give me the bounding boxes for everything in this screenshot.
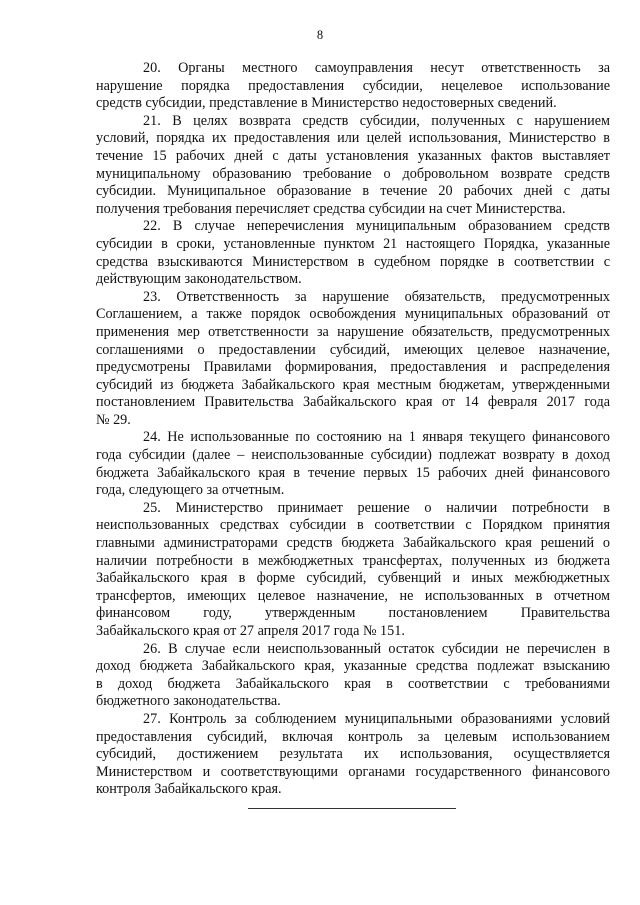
paragraph-27 bbox=[96, 711, 610, 799]
text-line: течение 15 рабочих дней с даты установления указанных фактов выставляет bbox=[96, 147, 610, 164]
text-line: неиспользованных средствах субсидии в соответствии с Порядком принятия bbox=[96, 517, 610, 534]
text-line: Забайкальского края от 27 апреля 2017 года № 151. bbox=[96, 623, 405, 639]
text-line: доход бюджета Забайкальского края, указанные средства подлежат взысканию bbox=[96, 658, 610, 675]
text-line: средств субсидии, представление в Министерство недостоверных сведений. bbox=[96, 95, 557, 112]
paragraph-24 bbox=[96, 429, 610, 499]
text-line: действующим законодательством. bbox=[96, 271, 302, 288]
text-line: бюджетного законодательства. bbox=[96, 693, 281, 710]
text-line: 23. Ответственность за нарушение обязательств, предусмотренных bbox=[143, 288, 610, 305]
text-line: бюджета Забайкальского края в течение первых 15 рабочих дней финансового bbox=[96, 464, 610, 481]
text-line: Забайкальского края в форме субсидий, субвенций и иных межбюджетных bbox=[96, 570, 610, 587]
text-line: условий, порядка их предоставления или целей использования, Министерство в bbox=[96, 130, 610, 147]
paragraph-26 bbox=[96, 641, 610, 711]
text-line: 27. Контроль за соблюдением муниципальными образованиями условий bbox=[143, 710, 610, 727]
text-line: 21. В целях возврата средств субсидии, полученных с нарушением bbox=[143, 112, 610, 129]
text-line: средства взыскиваются Министерством в судебном порядке в соответствии с bbox=[96, 253, 610, 270]
text-line: постановлением Правительства Забайкальского края от 14 февраля 2017 года bbox=[96, 394, 610, 411]
text-line: Министерством и соответствующими органами государственного финансового bbox=[96, 763, 610, 780]
text-line: нарушение порядка предоставления субсидии, нецелевое использование bbox=[96, 77, 610, 94]
text-line: Соглашением, а также порядок освобождения муниципальных образований от bbox=[96, 306, 610, 323]
text-line: применения мер ответственности за нарушение обязательств, предусмотренных bbox=[96, 323, 610, 340]
paragraph-23 bbox=[96, 289, 610, 430]
text-line: 26. В случае если неиспользованный остаток субсидии не перечислен в bbox=[143, 640, 610, 657]
text-line: субсидии в сроки, установленные пунктом 21 настоящего Порядка, указанные bbox=[96, 235, 610, 252]
text-line: субсидии. Муниципальное образование в течение 20 рабочих дней с даты bbox=[96, 183, 610, 200]
text-line: главными администраторами средств бюджета Забайкальского края решений о bbox=[96, 535, 610, 552]
paragraph-20 bbox=[96, 60, 610, 113]
paragraph-21 bbox=[96, 113, 610, 219]
text-line: наличии потребности в межбюджетных трансфертах, полученных из бюджета bbox=[96, 552, 610, 569]
text-line: 25. Министерство принимает решение о наличии потребности в bbox=[143, 499, 610, 516]
text-line: предоставления субсидий, включая контроль за целевым использованием bbox=[96, 728, 610, 745]
text-line: в доход бюджета Забайкальского края в соответствии с требованиями bbox=[96, 675, 610, 692]
text-line: 24. Не использованные по состоянию на 1 января текущего финансового bbox=[143, 429, 610, 446]
paragraph-22 bbox=[96, 218, 610, 288]
text-line: контроля Забайкальского края. bbox=[96, 781, 282, 798]
text-line: соглашениями о предоставлении субсидий, имеющих целевое назначение, bbox=[96, 341, 610, 358]
page-number: 8 bbox=[316, 28, 324, 42]
text-line: № 29. bbox=[96, 411, 131, 428]
text-line: получения требования перечисляет средства субсидии на счет Министерства. bbox=[96, 200, 566, 217]
paragraph-25 bbox=[96, 500, 610, 641]
text-line: финансовом году, утвержденным постановлением Правительства bbox=[96, 605, 610, 622]
text-line: года, следующего за отчетным. bbox=[96, 482, 285, 499]
text-line: трансфертов, имеющих целевое назначение, не использованных в отчетном bbox=[96, 587, 610, 604]
text-line: предусмотрены Правилами формирования, предоставления и распределения bbox=[96, 359, 610, 376]
text-line: 22. В случае неперечисления муниципальным образованием средств bbox=[143, 218, 610, 235]
text-line: субсидий, достижением результата их использования, осуществляется bbox=[96, 746, 610, 763]
text-line: муниципальному образованию требование о добровольном возврате средств bbox=[96, 165, 610, 182]
document-body bbox=[96, 60, 610, 799]
closing-divider bbox=[248, 808, 456, 809]
text-line: субсидий из бюджета Забайкальского края местным бюджетам, утвержденными bbox=[96, 376, 610, 393]
text-line: года субсидии (далее – неиспользованные субсидии) подлежат возврату в доход bbox=[96, 447, 610, 464]
text-line: 20. Органы местного самоуправления несут ответственность за bbox=[143, 60, 610, 76]
